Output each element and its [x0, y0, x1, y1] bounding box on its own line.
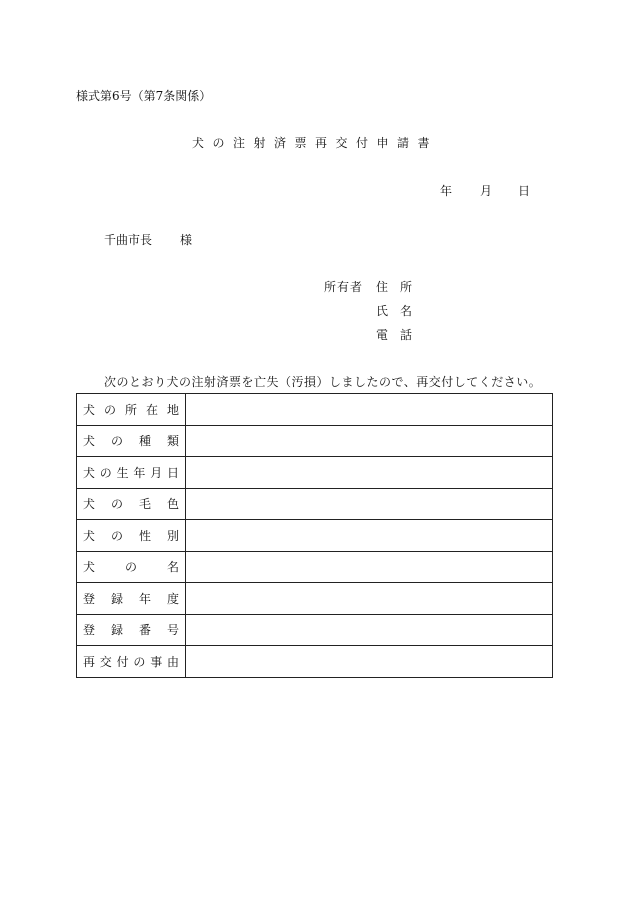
date-day-label: 日: [518, 184, 531, 198]
owner-label: 所有者: [324, 280, 364, 294]
application-table: [76, 393, 553, 678]
form-number: 様式第6号（第7条関係）: [76, 89, 212, 103]
owner-address-label: 住所: [376, 280, 425, 294]
row-label-registration-year: [77, 583, 186, 615]
row-label-text: 登 録 年 度: [83, 591, 179, 606]
row-label-text: 犬 の 性 別: [83, 528, 179, 543]
table-row: [77, 551, 553, 583]
row-value-birthdate[interactable]: [186, 457, 553, 489]
row-value-dog-name[interactable]: [186, 551, 553, 583]
row-label-dog-name: [77, 551, 186, 583]
date-month-label: 月: [480, 184, 493, 198]
table-row: [77, 488, 553, 520]
row-label-breed: [77, 425, 186, 457]
owner-phone-label: 電話: [376, 328, 425, 342]
row-value-sex[interactable]: [186, 520, 553, 552]
owner-name-label: 氏名: [376, 304, 425, 318]
row-label-location: [77, 394, 186, 426]
table-row: [77, 425, 553, 457]
row-label-sex: [77, 520, 186, 552]
row-label-reissue-reason: [77, 646, 186, 678]
row-label-registration-number: [77, 614, 186, 646]
table-row: [77, 614, 553, 646]
row-value-registration-number[interactable]: [186, 614, 553, 646]
request-statement: 次のとおり犬の注射済票を亡失（汚損）しましたので、再交付してください。: [104, 375, 542, 389]
date-year-label: 年: [440, 184, 453, 198]
row-label-text: 犬 の 生 年 月 日: [83, 465, 179, 480]
page-title: 犬の注射済票再交付申請書: [191, 136, 438, 150]
addressee-honorific: 様: [180, 233, 193, 247]
row-label-text: 再 交 付 の 事 由: [83, 654, 179, 669]
row-label-text: 犬 の 所 在 地: [83, 402, 179, 417]
row-label-text: 犬 の 名: [83, 560, 179, 575]
row-value-reissue-reason[interactable]: [186, 646, 553, 678]
row-label-coat-color: [77, 488, 186, 520]
row-label-text: 犬 の 毛 色: [83, 497, 179, 512]
table-row: [77, 394, 553, 426]
table-row: [77, 646, 553, 678]
table-row: [77, 583, 553, 615]
table-row: [77, 457, 553, 489]
row-value-location[interactable]: [186, 394, 553, 426]
table-row: [77, 520, 553, 552]
addressee-name: 千曲市長: [104, 233, 153, 247]
row-label-text: 登 録 番 号: [83, 623, 179, 638]
row-value-breed[interactable]: [186, 425, 553, 457]
row-label-birthdate: [77, 457, 186, 489]
row-label-text: 犬 の 種 類: [83, 434, 179, 449]
row-value-registration-year[interactable]: [186, 583, 553, 615]
row-value-coat-color[interactable]: [186, 488, 553, 520]
